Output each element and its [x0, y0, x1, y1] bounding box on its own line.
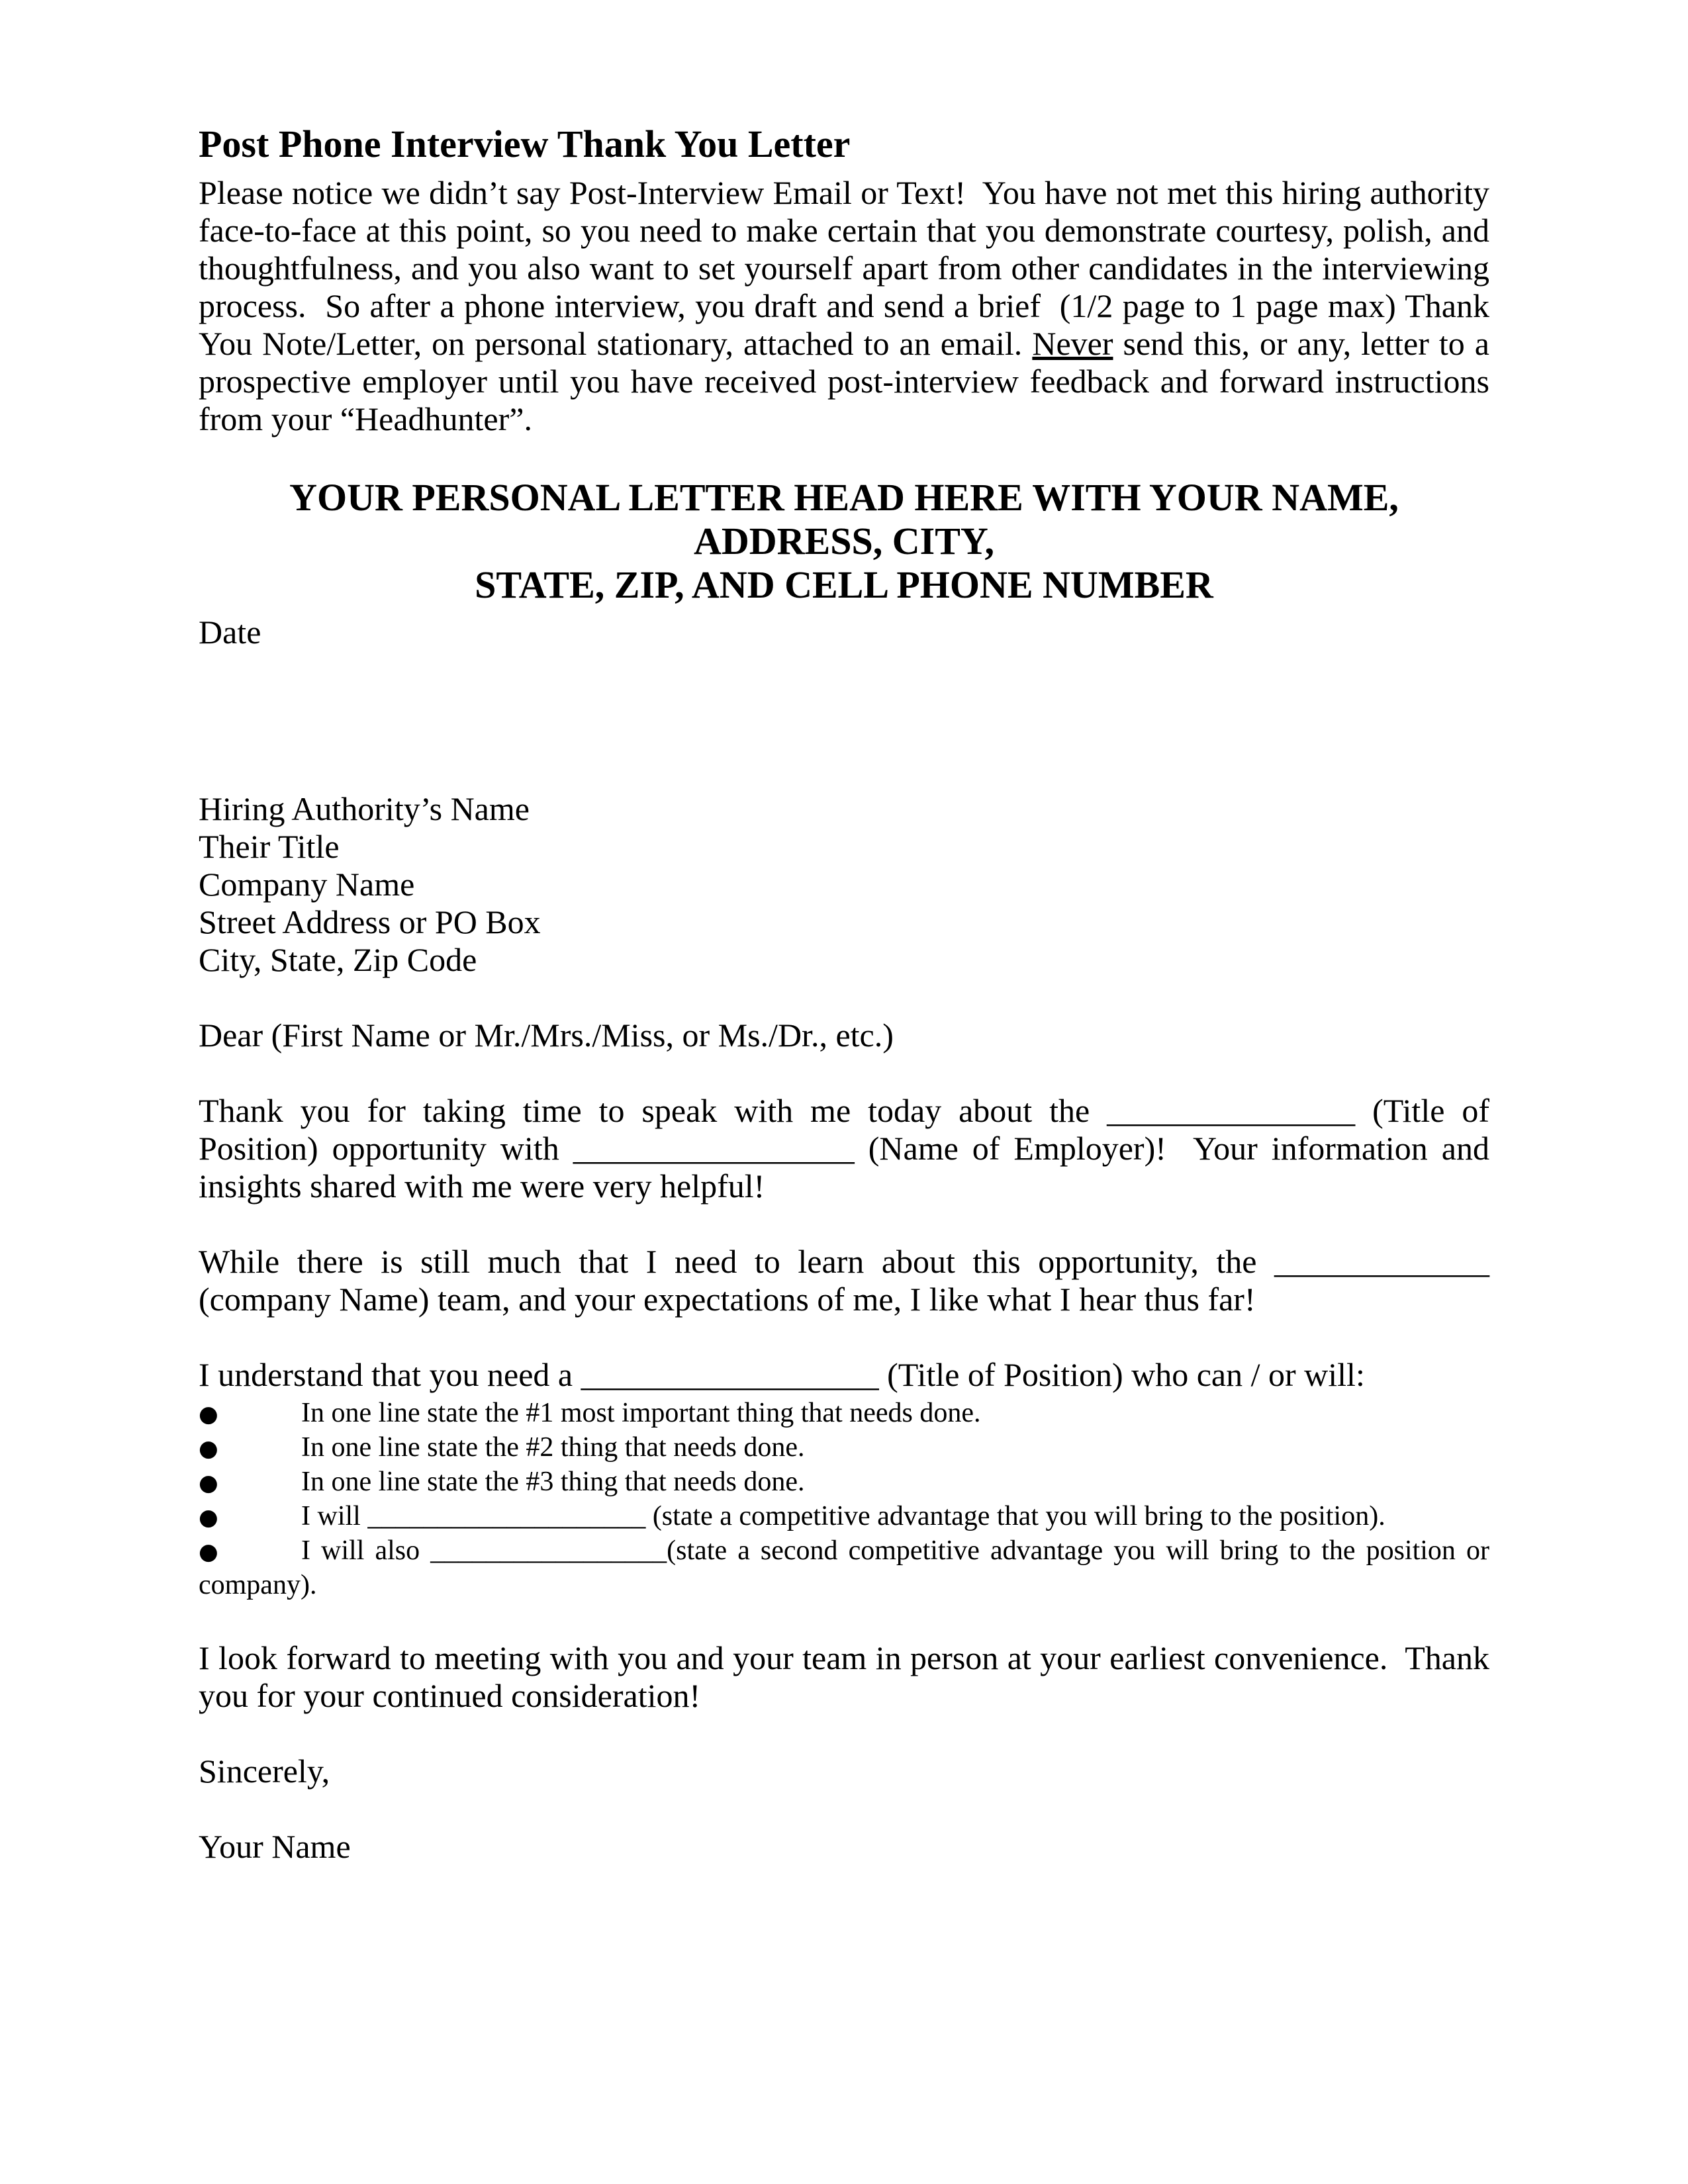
bullet-icon: ● [199, 1504, 218, 1531]
paragraph-understand: I understand that you need a __________________ (Title of Position) who can / or will: [199, 1356, 1365, 1393]
letterhead-heading [199, 476, 1489, 607]
bullet-item-2 [199, 1431, 1489, 1465]
paragraph-while: While there is still much that I need to learn about this opportunity, the _____________ (company Name) team, and your expectations of me, I like what I hear thus far! [199, 1243, 1489, 1318]
intro-text-before: Please notice we didn’t say Post-Interview Email or Text! You have not met this hiring authority face-to-face at this point, so you need to make certain that you demonstrate courtesy, polish, and thoughtfulness, and you also want to set yourself apart from other candidates in the interviewing process. So after a phone interview, you draft and send a brief (1/2 page to 1 page max) Thank You Note/Letter, on personal stationary, attached to an email. [199, 174, 1489, 362]
recipient-city-line: City, State, Zip Code [199, 941, 477, 978]
recipient-street-line: Street Address or PO Box [199, 903, 541, 940]
bullet-icon: ● [199, 1435, 218, 1462]
bullet-text: In one line state the #1 most important thing that needs done. [301, 1398, 981, 1428]
never-underlined-word: Never [1032, 325, 1113, 362]
letterhead-line-1: YOUR PERSONAL LETTER HEAD HERE WITH YOUR NAME, ADDRESS, CITY, [289, 476, 1399, 563]
signature-placeholder: Your Name [199, 1828, 351, 1865]
signoff: Sincerely, [199, 1752, 330, 1790]
bullet-text: I will ____________________ (state a competitive advantage that you will bring to the position). [301, 1501, 1385, 1531]
bullet-item-4 [199, 1500, 1489, 1534]
bullet-text: In one line state the #2 thing that needs done. [301, 1432, 805, 1463]
letterhead-line-2: STATE, ZIP, AND CELL PHONE NUMBER [475, 563, 1213, 606]
paragraph-closing: I look forward to meeting with you and your team in person at your earliest convenience. Thank you for your continued consideration! [199, 1639, 1489, 1714]
bullet-item-1 [199, 1396, 1489, 1431]
bullet-icon: ● [199, 1470, 218, 1496]
requirements-bullet-list [199, 1396, 1489, 1602]
date-placeholder: Date [199, 614, 261, 651]
bullet-icon: ● [199, 1539, 218, 1565]
bullet-text: I will also _________________(state a second competitive advantage you will bring to the position or company). [199, 1535, 1489, 1600]
intro-paragraph [199, 174, 1489, 438]
document-title: Post Phone Interview Thank You Letter [199, 122, 851, 165]
salutation: Dear (First Name or Mr./Mrs./Miss, or Ms./Dr., etc.) [199, 1017, 894, 1054]
paragraph-thank-you: Thank you for taking time to speak with me today about the _______________ (Title of Position) opportunity with _________________ (Name of Employer)! Your information and insights shared with me were very helpful! [199, 1092, 1489, 1205]
intro-text-after: send this, or any, letter to a prospective employer until you have received post-interview feedback and forward instructions from your “Headhunter”. [199, 325, 1489, 437]
bullet-icon: ● [199, 1401, 218, 1428]
bullet-text: In one line state the #3 thing that needs done. [301, 1467, 805, 1497]
recipient-company-line: Company Name [199, 866, 415, 903]
recipient-address-block [199, 790, 1489, 979]
bullet-item-5 [199, 1534, 1489, 1602]
recipient-title-line: Their Title [199, 828, 340, 865]
bullet-item-3 [199, 1465, 1489, 1500]
recipient-name-line: Hiring Authority’s Name [199, 790, 530, 827]
